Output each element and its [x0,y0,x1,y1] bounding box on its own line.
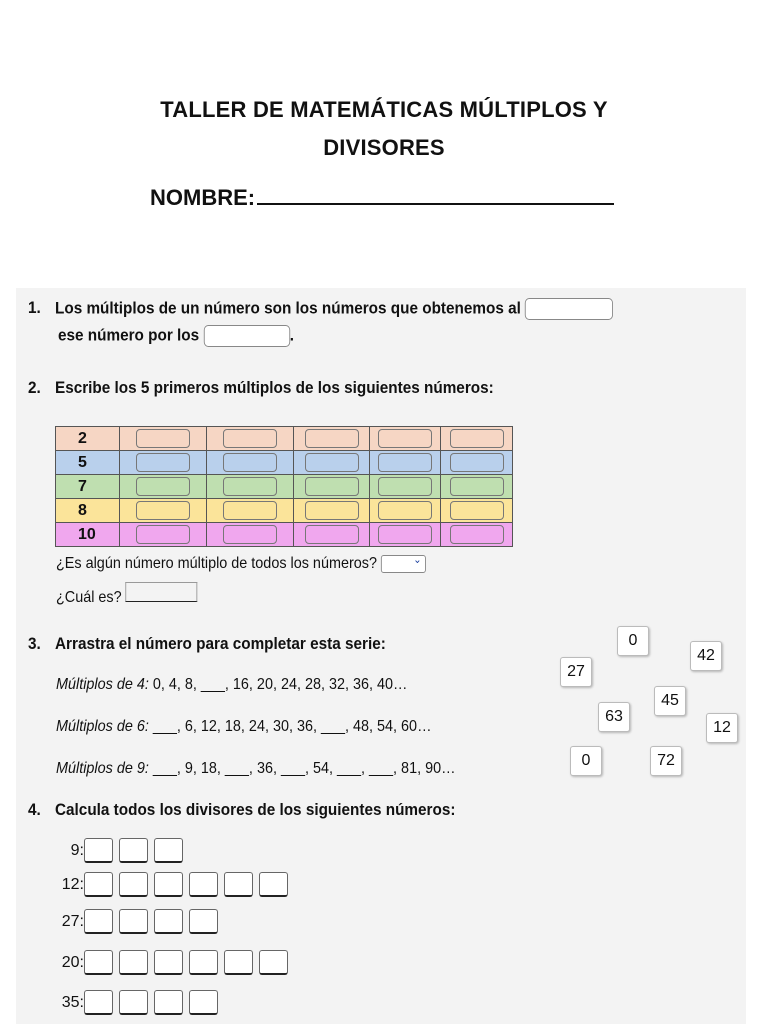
multiple-cell [294,523,370,547]
row-number-label: 8 [56,499,120,523]
divisor-input[interactable] [84,950,113,975]
multiple-input[interactable] [223,501,277,520]
drag-tile[interactable]: 45 [654,686,686,716]
divisor-input[interactable] [189,950,218,975]
divisor-row [30,950,294,984]
multiple-input[interactable] [136,525,190,544]
question-number: 1. [28,298,41,318]
series-label: Múltiplos de 9: [56,760,149,777]
divisor-input[interactable] [259,872,288,897]
divisor-input[interactable] [119,990,148,1015]
multiple-input[interactable] [450,429,504,448]
multiple-input[interactable] [223,525,277,544]
page-title-line1: TALLER DE MATEMÁTICAS MÚLTIPLOS Y [160,97,608,122]
multiple-input[interactable] [136,477,190,496]
question-2-any [56,555,426,573]
multiple-input[interactable] [450,453,504,472]
row-number-label: 10 [56,523,120,547]
divisor-input[interactable] [119,838,148,863]
multiples-table [55,426,513,547]
multiple-cell [441,451,513,475]
multiple-cell [207,427,294,451]
multiple-cell [370,523,441,547]
question-3 [28,634,386,654]
question-number: 3. [28,634,41,653]
divisor-input[interactable] [154,909,183,934]
divisor-number-label: 35: [61,993,84,1011]
multiple-input[interactable] [305,429,359,448]
row-number-label: 2 [56,427,120,451]
multiple-cell [207,475,294,499]
divisor-input[interactable] [84,872,113,897]
drag-tile[interactable]: 27 [560,657,592,687]
multiple-cell [441,499,513,523]
divisor-row [30,872,294,906]
divisor-input[interactable] [84,838,113,863]
answer-blank-1a[interactable] [525,298,613,320]
series-9 [56,760,456,778]
row-number-label: 5 [56,451,120,475]
name-field [150,183,614,211]
question-number: 4. [28,800,41,819]
multiple-input[interactable] [136,501,190,520]
question-any-text: ¿Es algún número múltiplo de todos los números? [56,555,377,573]
multiple-input[interactable] [378,525,432,544]
multiple-cell [441,427,513,451]
divisor-input[interactable] [119,909,148,934]
multiple-input[interactable] [378,453,432,472]
multiple-input[interactable] [136,429,190,448]
answer-blank-1b[interactable] [203,325,289,347]
multiple-input[interactable] [136,453,190,472]
question-1-line2 [58,325,294,347]
divisor-input[interactable] [154,950,183,975]
divisor-input[interactable] [224,872,253,897]
divisor-input[interactable] [154,838,183,863]
multiple-cell [207,499,294,523]
question-2-text: Escribe los 5 primeros múltiplos de los siguientes números: [55,378,494,397]
multiple-cell [441,523,513,547]
name-underline[interactable] [257,183,614,205]
question-2-which [56,582,198,607]
name-label: NOMBRE: [150,185,256,210]
multiple-input[interactable] [378,429,432,448]
question-3-text: Arrastra el número para completar esta serie: [55,634,386,653]
series-values: ___, 9, 18, ___, 36, ___, 54, ___, ___, 81, 90… [148,760,456,777]
divisor-input[interactable] [189,872,218,897]
multiple-input[interactable] [305,525,359,544]
yes-no-select[interactable] [381,555,426,573]
divisor-input[interactable] [189,909,218,934]
multiple-cell [370,451,441,475]
divisor-input[interactable] [154,990,183,1015]
question-number: 2. [28,378,41,397]
multiple-input[interactable] [378,477,432,496]
multiple-cell [120,427,207,451]
drag-tile[interactable]: 63 [598,702,630,732]
divisor-number-label: 9: [70,841,84,859]
multiple-cell [441,475,513,499]
period: . [289,325,295,345]
series-values: 0, 4, 8, ___, 16, 20, 24, 28, 32, 36, 40… [148,676,408,693]
divisor-input[interactable] [119,872,148,897]
multiple-cell [120,523,207,547]
multiple-cell [207,523,294,547]
multiple-cell [207,451,294,475]
multiple-input[interactable] [305,477,359,496]
multiples-row [56,451,513,475]
question-2 [28,378,494,398]
series-label: Múltiplos de 4: [56,676,149,693]
divisor-input[interactable] [154,872,183,897]
multiple-cell [294,475,370,499]
drag-tile[interactable]: 72 [650,746,682,776]
question-4-text: Calcula todos los divisores de los siguientes números: [55,800,456,819]
multiple-cell [294,499,370,523]
divisor-row [30,909,224,943]
series-label: Múltiplos de 6: [56,718,149,735]
question-1 [28,298,613,320]
multiple-input[interactable] [450,525,504,544]
drag-tile[interactable]: 42 [690,641,722,671]
divisor-number-label: 12: [61,875,84,893]
divisor-input[interactable] [84,909,113,934]
drag-tile[interactable]: 0 [570,746,602,776]
question-1-text-a: Los múltiplos de un número son los números que obtenemos al [55,298,521,318]
multiple-input[interactable] [223,477,277,496]
row-number-label: 7 [56,475,120,499]
multiple-cell [294,427,370,451]
series-values: ___, 6, 12, 18, 24, 30, 36, ___, 48, 54, 60… [148,718,432,735]
divisor-input[interactable] [259,950,288,975]
chevron-down-icon: ⌄ [413,554,422,566]
multiple-input[interactable] [305,453,359,472]
multiple-input[interactable] [223,453,277,472]
multiple-cell [120,451,207,475]
multiple-input[interactable] [378,501,432,520]
multiple-input[interactable] [223,429,277,448]
series-6 [56,718,431,736]
divisor-row [30,838,189,872]
multiple-cell [120,475,207,499]
multiple-cell [294,451,370,475]
which-answer-field[interactable] [126,582,198,602]
multiple-input[interactable] [450,477,504,496]
divisor-number-label: 27: [61,912,84,930]
drag-tile[interactable]: 12 [706,713,738,743]
divisor-input[interactable] [119,950,148,975]
multiple-cell [120,499,207,523]
question-4 [28,800,455,820]
multiples-row [56,475,513,499]
multiple-cell [370,475,441,499]
divisor-input[interactable] [224,950,253,975]
divisor-row [30,990,224,1024]
divisor-input[interactable] [84,990,113,1015]
question-1-text-b: ese número por los [58,325,200,345]
multiple-input[interactable] [450,501,504,520]
multiple-cell [370,499,441,523]
multiples-row [56,523,513,547]
drag-tile[interactable]: 0 [617,626,649,656]
multiple-input[interactable] [305,501,359,520]
series-4 [56,676,407,694]
multiples-row [56,499,513,523]
multiple-cell [370,427,441,451]
question-which-text: ¿Cuál es? [56,589,122,606]
page-title-line2: DIVISORES [323,135,445,160]
divisor-number-label: 20: [61,953,84,971]
divisor-input[interactable] [189,990,218,1015]
multiples-row [56,427,513,451]
